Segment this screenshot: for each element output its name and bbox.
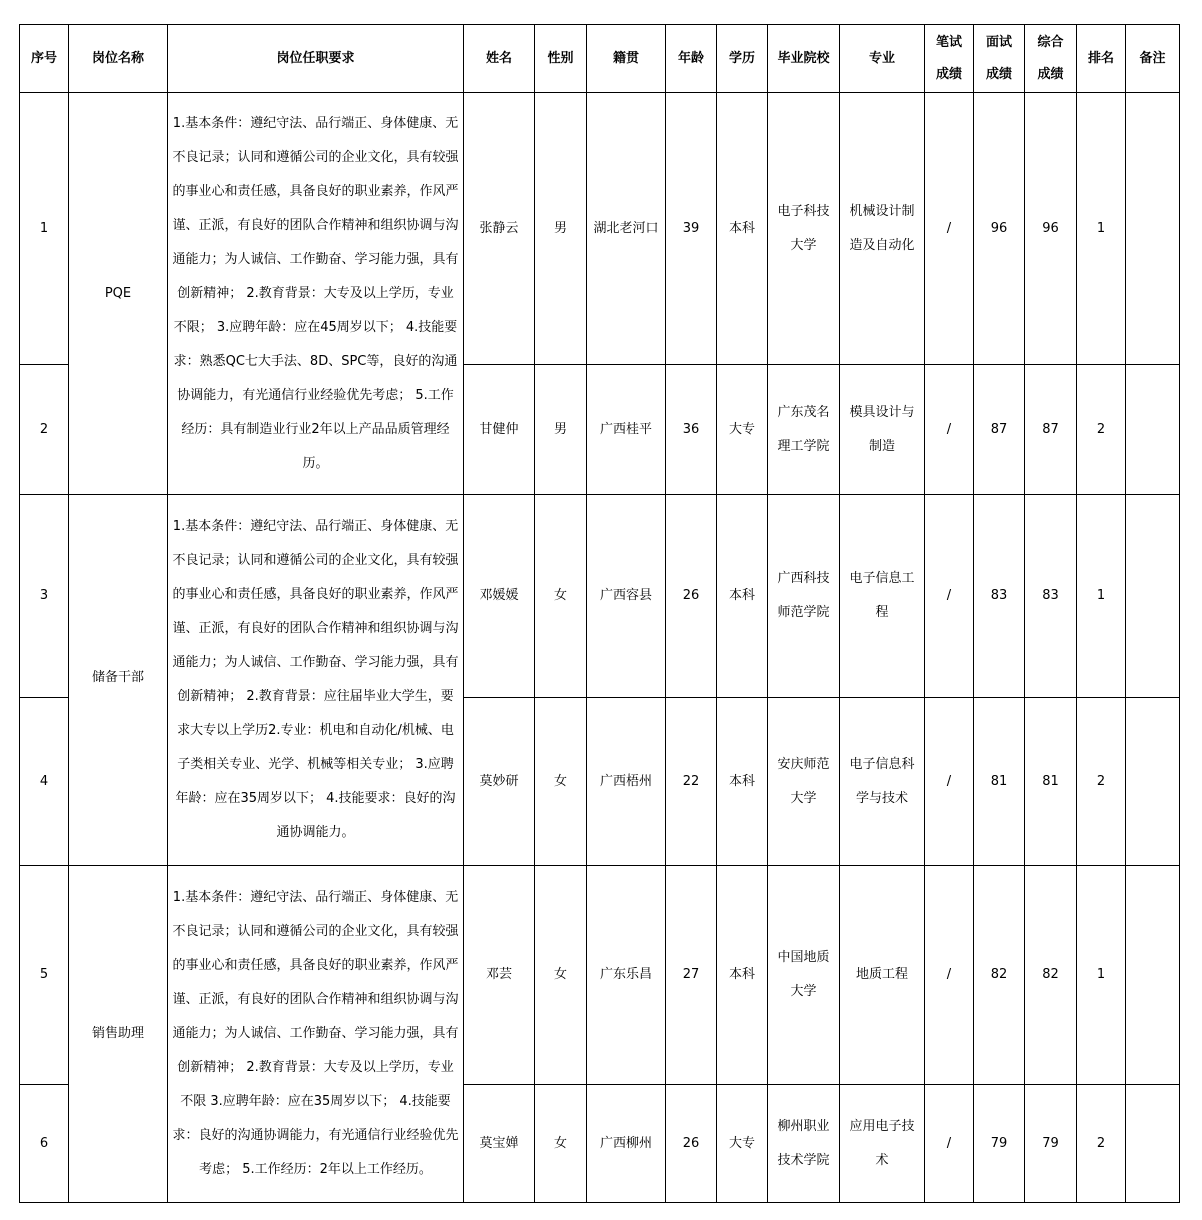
cell-gender: 女 [535, 698, 587, 866]
cell-written-score: / [925, 698, 974, 866]
cell-rank: 2 [1077, 365, 1126, 495]
cell-position: 销售助理 [69, 866, 168, 1203]
cell-written-score: / [925, 93, 974, 365]
cell-index: 2 [20, 365, 69, 495]
cell-education: 本科 [717, 495, 768, 698]
header-age: 年龄 [666, 25, 717, 93]
cell-requirements: 1.基本条件：遵纪守法、品行端正、身体健康、无不良记录；认同和遵循公司的企业文化，具有较强的事业心和责任感，具备良好的职业素养，作风严谨、正派，有良好的团队合作精神和组织协调与沟通能力；为人诚信、工作勤奋、学习能力强，具有创新精神； 2.教育背景：大专及以上学历，专业不限 3.应聘年龄：应在35周岁以下； 4.技能要求：良好的沟通协调能力，有光通信行业经验优先考虑； 5.工作经历：2年以上工作经历。 [168, 866, 464, 1203]
cell-remark [1126, 698, 1180, 866]
header-written-score [925, 25, 974, 93]
cell-origin: 广西梧州 [587, 698, 666, 866]
cell-education: 本科 [717, 866, 768, 1085]
cell-total-score: 83 [1025, 495, 1077, 698]
cell-written-score: / [925, 866, 974, 1085]
header-interview-line2: 成绩 [985, 66, 1012, 82]
header-name: 姓名 [464, 25, 535, 93]
cell-major: 模具设计与制造 [840, 365, 925, 495]
cell-name: 甘健仲 [464, 365, 535, 495]
cell-origin: 广西桂平 [587, 365, 666, 495]
header-school: 毕业院校 [768, 25, 840, 93]
cell-index: 1 [20, 93, 69, 365]
cell-school: 柳州职业技术学院 [768, 1085, 840, 1203]
cell-interview-score: 81 [974, 698, 1025, 866]
cell-age: 26 [666, 495, 717, 698]
header-gender: 性别 [535, 25, 587, 93]
cell-origin: 广西柳州 [587, 1085, 666, 1203]
cell-remark [1126, 495, 1180, 698]
cell-education: 大专 [717, 1085, 768, 1203]
header-origin: 籍贯 [587, 25, 666, 93]
cell-major: 机械设计制造及自动化 [840, 93, 925, 365]
cell-interview-score: 79 [974, 1085, 1025, 1203]
cell-age: 36 [666, 365, 717, 495]
cell-index: 5 [20, 866, 69, 1085]
cell-age: 22 [666, 698, 717, 866]
cell-education: 大专 [717, 365, 768, 495]
table-row [20, 866, 1180, 1085]
cell-name: 莫宝婵 [464, 1085, 535, 1203]
cell-rank: 1 [1077, 866, 1126, 1085]
cell-remark [1126, 866, 1180, 1085]
header-row [20, 25, 1180, 93]
cell-major: 地质工程 [840, 866, 925, 1085]
cell-gender: 女 [535, 866, 587, 1085]
cell-name: 邓芸 [464, 866, 535, 1085]
cell-written-score: / [925, 495, 974, 698]
cell-interview-score: 82 [974, 866, 1025, 1085]
cell-education: 本科 [717, 698, 768, 866]
cell-origin: 广西容县 [587, 495, 666, 698]
cell-name: 邓媛媛 [464, 495, 535, 698]
header-interview-score [974, 25, 1025, 93]
cell-school: 广东茂名理工学院 [768, 365, 840, 495]
cell-total-score: 87 [1025, 365, 1077, 495]
cell-interview-score: 96 [974, 93, 1025, 365]
cell-rank: 2 [1077, 698, 1126, 866]
cell-position: 储备干部 [69, 495, 168, 866]
cell-gender: 男 [535, 365, 587, 495]
cell-major: 电子信息工程 [840, 495, 925, 698]
cell-rank: 1 [1077, 93, 1126, 365]
cell-gender: 女 [535, 495, 587, 698]
header-total-score [1025, 25, 1077, 93]
cell-remark [1126, 1085, 1180, 1203]
cell-remark [1126, 365, 1180, 495]
cell-gender: 女 [535, 1085, 587, 1203]
cell-name: 张静云 [464, 93, 535, 365]
cell-education: 本科 [717, 93, 768, 365]
header-rank: 排名 [1077, 25, 1126, 93]
cell-written-score: / [925, 365, 974, 495]
cell-interview-score: 87 [974, 365, 1025, 495]
cell-origin: 湖北老河口 [587, 93, 666, 365]
header-education: 学历 [717, 25, 768, 93]
candidate-results-table [19, 24, 1180, 1203]
cell-index: 4 [20, 698, 69, 866]
cell-school: 中国地质大学 [768, 866, 840, 1085]
table-row [20, 495, 1180, 698]
cell-requirements: 1.基本条件：遵纪守法、品行端正、身体健康、无不良记录；认同和遵循公司的企业文化，具有较强的事业心和责任感，具备良好的职业素养，作风严谨、正派，有良好的团队合作精神和组织协调与沟通能力；为人诚信、工作勤奋、学习能力强，具有创新精神； 2.教育背景：应往届毕业大学生，要求大专以上学历2.专业：机电和自动化/机械、电子类相关专业、光学、机械等相关专业； 3.应聘年龄：应在35周岁以下； 4.技能要求：良好的沟通协调能力。 [168, 495, 464, 866]
cell-major: 电子信息科学与技术 [840, 698, 925, 866]
cell-major: 应用电子技术 [840, 1085, 925, 1203]
cell-rank: 1 [1077, 495, 1126, 698]
header-remark: 备注 [1126, 25, 1180, 93]
cell-age: 26 [666, 1085, 717, 1203]
table-row [20, 93, 1180, 365]
cell-total-score: 81 [1025, 698, 1077, 866]
cell-index: 3 [20, 495, 69, 698]
header-position: 岗位名称 [69, 25, 168, 93]
cell-age: 27 [666, 866, 717, 1085]
cell-total-score: 79 [1025, 1085, 1077, 1203]
cell-name: 莫妙研 [464, 698, 535, 866]
cell-requirements: 1.基本条件：遵纪守法、品行端正、身体健康、无不良记录；认同和遵循公司的企业文化，具有较强的事业心和责任感，具备良好的职业素养，作风严谨、正派，有良好的团队合作精神和组织协调与沟通能力；为人诚信、工作勤奋、学习能力强，具有创新精神； 2.教育背景：大专及以上学历，专业不限； 3.应聘年龄：应在45周岁以下； 4.技能要求：熟悉QC七大手法、8D、SPC等，良好的沟通协调能力，有光通信行业经验优先考虑； 5.工作经历：具有制造业行业2年以上产品品质管理经历。 [168, 93, 464, 495]
cell-position: PQE [69, 93, 168, 495]
cell-school: 广西科技师范学院 [768, 495, 840, 698]
header-total-line2: 成绩 [1037, 66, 1064, 82]
header-index: 序号 [20, 25, 69, 93]
cell-written-score: / [925, 1085, 974, 1203]
header-requirements: 岗位任职要求 [168, 25, 464, 93]
cell-age: 39 [666, 93, 717, 365]
cell-index: 6 [20, 1085, 69, 1203]
cell-total-score: 96 [1025, 93, 1077, 365]
cell-interview-score: 83 [974, 495, 1025, 698]
cell-rank: 2 [1077, 1085, 1126, 1203]
header-written-line2: 成绩 [935, 66, 962, 82]
cell-school: 电子科技大学 [768, 93, 840, 365]
header-total-line1: 综合 [1037, 34, 1064, 50]
cell-total-score: 82 [1025, 866, 1077, 1085]
header-written-line1: 笔试 [935, 34, 962, 50]
cell-gender: 男 [535, 93, 587, 365]
cell-remark [1126, 93, 1180, 365]
header-major: 专业 [840, 25, 925, 93]
cell-school: 安庆师范大学 [768, 698, 840, 866]
header-interview-line1: 面试 [985, 34, 1012, 50]
cell-origin: 广东乐昌 [587, 866, 666, 1085]
